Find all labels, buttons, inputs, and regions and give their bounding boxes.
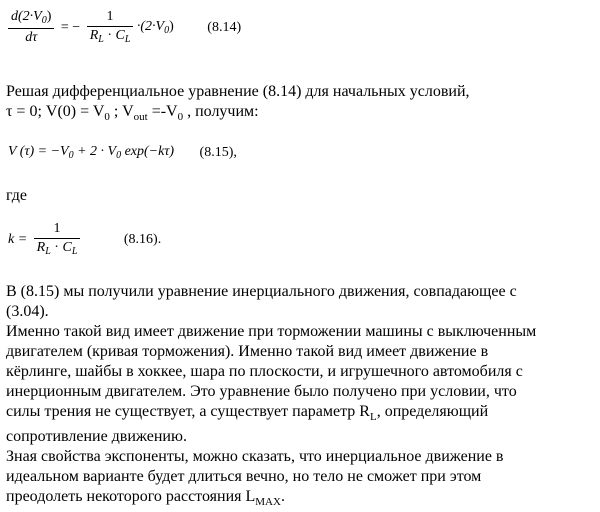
equation-number: (8.15), [199,145,237,160]
paragraph-inertial-motion: В (8.15) мы получили уравнение инерциального движения, совпадающее с (3.04). Именно такой вид имеет движение при торможении машины с выключенным двигателем (кривая торможения). Именно такой вид имеет движение в кёрлинге, шайбы в хоккее, шара по плоскости, и игрушечного автомобиля с инерционным двигателем. Это уравнение было получено при условии, что силы трения не существует, а существует параметр $R_L$, определяющий сопротивление движению. Зная свойства экспоненты, можно сказать, что инерциальное движение в идеальном варианте будет длиться вечно, но тело не сможет при этом преодолеть некоторого расстояния $L_{MAX}$. [6,283,537,509]
rc-fraction: $\frac{1}{R_L \cdot C_L}$ [87,10,134,45]
paragraph-initial-conditions: Решая дифференциальное уравнение (8.14) для начальных условий, τ = 0; $V(0) = V_0$ ; $V_{out} =-V_0$ , получим: [6,83,470,124]
derivative-fraction: $\frac{d(2\cdot V_0)}{d\tau}$ [8,10,54,45]
equation-8-14: $\frac{d(2\cdot V_0)}{d\tau}$ = − $\frac{1}{R_L \cdot C_L}$ $\cdot(2\cdot V_0)$ (8.14) [8,10,241,45]
equation-8-16: k = $\frac{1}{R_L \cdot C_L}$ (8.16). [8,221,162,257]
rc-fraction: $\frac{1}{R_L \cdot C_L}$ [34,222,81,257]
equation-8-15: V $(\tau) = -V_0 + 2 \cdot V_0$ exp(−kτ) (8.15), [8,144,237,161]
equation-number: (8.16). [123,231,162,247]
where-label: где [6,187,28,204]
equation-number: (8.14) [207,19,242,35]
